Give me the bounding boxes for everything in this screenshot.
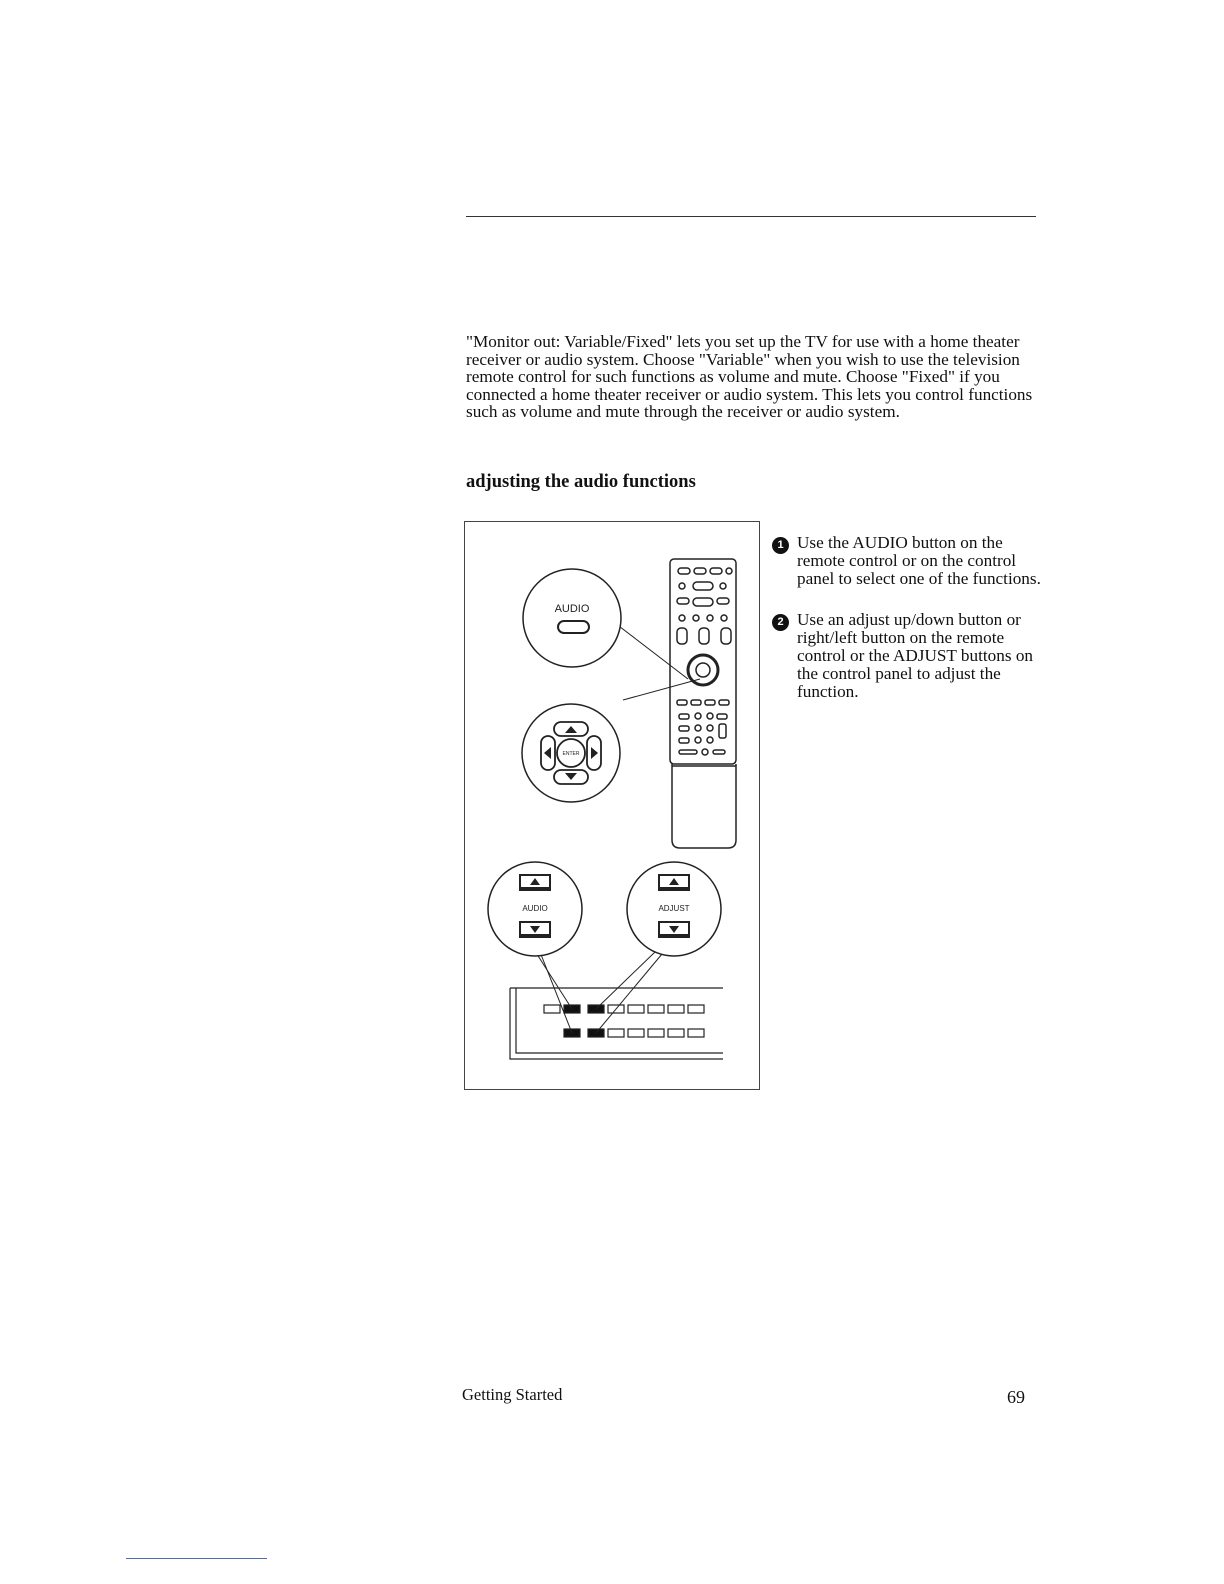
step-1 [772,534,1042,589]
panel-audio-label: AUDIO [522,904,548,913]
footer-section-title: Getting Started [462,1385,563,1404]
intro-paragraph: "Monitor out: Variable/Fixed" lets you set up the TV for use with a home theater receiver or audio system. Choose "Variable" when you wish to use the television remote control for such functions as volume and mute. Choose "Fixed" if you connected a home theater receiver or audio system. This lets you control functions such as volume and mute through the receiver or audio system. [466,332,1033,422]
remote-audio-button-callout [523,569,621,667]
audio-diagram-illustration [465,522,761,1091]
step-2 [772,611,1042,702]
step-1-number: 1 [772,537,789,554]
steps-list [772,534,1042,724]
audio-diagram [464,521,760,1090]
section-heading: adjusting the audio functions [466,472,696,492]
step-2-number: 2 [772,614,789,631]
remote-audio-label: AUDIO [554,603,590,615]
step-2-text: Use an adjust up/down button or right/left button on the remote control or the ADJUST buttons on the control panel to adjust the function. [797,609,1034,702]
remote-control-icon [670,559,736,848]
callout-lines-panel [533,948,662,1033]
enter-label: ENTER [562,751,580,757]
top-rule [466,216,1036,217]
bottom-corner-rule [126,1558,267,1559]
control-panel-icon [510,988,723,1059]
footer-page-number: 69 [1007,1387,1025,1407]
panel-adjust-label: ADJUST [658,904,690,913]
step-1-text: Use the AUDIO button on the remote control or on the control panel to select one of the functions. [797,533,1041,589]
